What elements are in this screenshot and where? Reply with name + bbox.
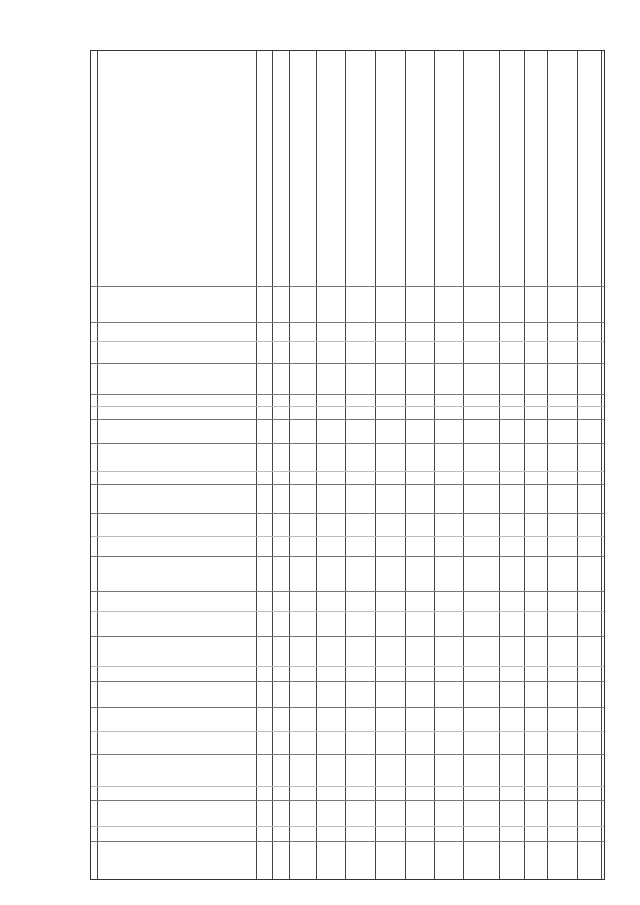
rotated-table: [90, 50, 605, 880]
